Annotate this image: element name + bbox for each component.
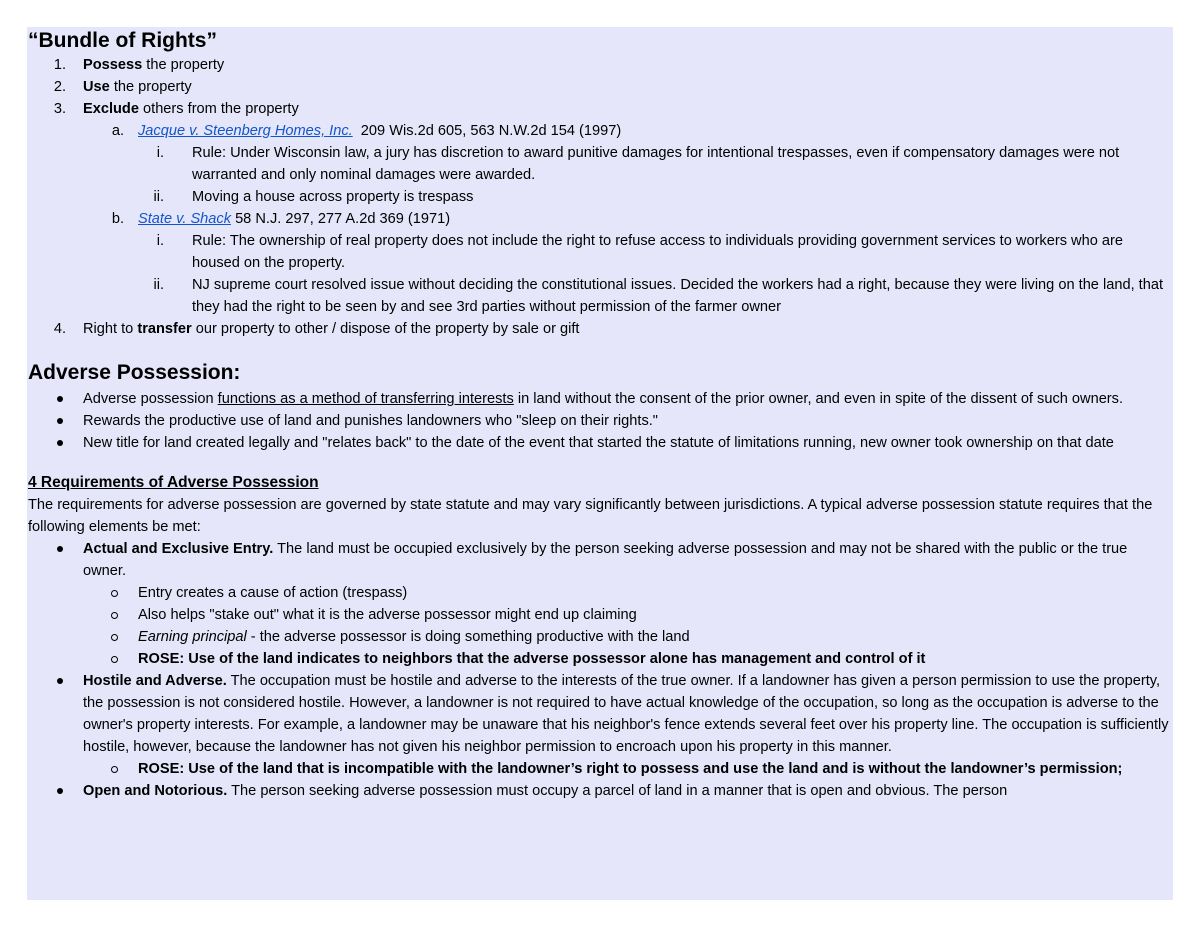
sub-bullet-text: Entry creates a cause of action (trespass) xyxy=(138,585,408,601)
list-number: 1. xyxy=(53,57,66,73)
case-citation: 209 Wis.2d 605, 563 N.W.2d 154 (1997) xyxy=(352,123,622,139)
list-roman: i. xyxy=(156,233,164,249)
rose-rule: ROSE: Use of the land that is incompatible with the landowner’s right to possess and use the land and is without the landowner’s permission; xyxy=(138,761,1123,777)
bullet-icon xyxy=(57,440,63,446)
bullet-icon xyxy=(57,678,63,684)
case-point-text: NJ supreme court resolved issue without deciding the constitutional issues. Decided the workers had a right, because they were living on the land, that they had the right to be seen by and see 3rd parties without permission of the farmer owner xyxy=(192,277,1164,315)
bullet-underline: functions as a method of transferring interests xyxy=(217,391,514,407)
bundle-title: “Bundle of Rights” xyxy=(28,29,217,52)
case-point-text: Moving a house across property is trespass xyxy=(192,189,474,205)
bullet-item xyxy=(28,432,1169,454)
bullet-item xyxy=(28,388,1169,410)
list-letter: a. xyxy=(111,123,124,139)
bullet-text: Rewards the productive use of land and punishes landowners who "sleep on their rights." xyxy=(83,413,658,429)
requirement-name: Hostile and Adverse. xyxy=(83,673,227,689)
list-roman: ii. xyxy=(153,189,164,205)
requirement-text: The land must be occupied exclusively by the person seeking adverse possession and may not be shared with the public or the true owner. xyxy=(83,541,1128,579)
case-point-text: Rule: Under Wisconsin law, a jury has discretion to award punitive damages for intentional trespasses, even if compensatory damages were not warranted and only nominal damages were awarded. xyxy=(192,145,1120,183)
sub-bullet-text: - the adverse possessor is doing something productive with the land xyxy=(246,629,690,645)
case-point xyxy=(28,142,1169,186)
sub-bullet-icon xyxy=(111,656,118,663)
list-roman: i. xyxy=(156,145,164,161)
requirement-text: The occupation must be hostile and adverse to the interests of the true owner. If a landowner has given a person permission to use the property, the possession is not considered hostile. However, a landowner is not required to have actual knowledge of the occupation, so long as the occupation is adverse to the owner's property interests. For example, a landowner may be unaware that his neighbor's fence extends several feet over his property line. The occupation is sufficiently hostile, however, because the landowner has not given his neighbor permission to encroach upon his property in this manner. xyxy=(83,673,1169,755)
list-number: 2. xyxy=(53,79,66,95)
sub-bullet xyxy=(28,758,1169,780)
bullet-icon xyxy=(57,546,63,552)
requirement-item xyxy=(28,670,1169,758)
case-link-shack[interactable]: State v. Shack xyxy=(138,211,232,227)
list-item xyxy=(28,318,1169,340)
bullet-text: New title for land created legally and "relates back" to the date of the event that started the statute of limitations running, new owner took ownership on that date xyxy=(83,435,1114,451)
bullet-icon xyxy=(57,788,63,794)
sub-bullet-icon xyxy=(111,634,118,641)
case-point-text: Rule: The ownership of real property does not include the right to refuse access to individuals providing government services to workers who are housed on the property. xyxy=(192,233,1123,271)
document-page xyxy=(27,27,1173,900)
list-number: 4. xyxy=(53,321,66,337)
requirement-item xyxy=(28,780,1169,802)
document-content xyxy=(28,28,1169,802)
sub-bullet xyxy=(28,604,1169,626)
requirements-intro: The requirements for adverse possession are governed by state statute and may vary significantly between jurisdictions. A typical adverse possession statute requires that the following elements be met: xyxy=(28,497,1153,535)
case-point xyxy=(28,186,1169,208)
right-name: transfer xyxy=(137,321,192,337)
list-letter: b. xyxy=(111,211,124,227)
rose-rule: ROSE: Use of the land indicates to neighbors that the adverse possessor alone has management and control of it xyxy=(138,651,926,667)
list-item xyxy=(28,54,1169,76)
sub-bullet-icon xyxy=(111,612,118,619)
case-item xyxy=(28,208,1169,230)
list-item xyxy=(28,76,1169,98)
right-text: others from the property xyxy=(138,101,299,117)
bullet-icon xyxy=(57,418,63,424)
bullet-item xyxy=(28,410,1169,432)
list-number: 3. xyxy=(53,101,66,117)
sub-bullet-icon xyxy=(111,766,118,773)
right-prefix: Right to xyxy=(83,321,138,337)
case-point xyxy=(28,230,1169,274)
bullet-icon xyxy=(57,396,63,402)
sub-bullet-text: Also helps "stake out" what it is the adverse possessor might end up claiming xyxy=(138,607,637,623)
right-name: Possess xyxy=(83,57,143,73)
sub-bullet xyxy=(28,626,1169,648)
requirement-name: Open and Notorious. xyxy=(83,783,228,799)
right-name: Use xyxy=(83,79,110,95)
requirement-name: Actual and Exclusive Entry. xyxy=(83,541,274,557)
list-item xyxy=(28,98,1169,120)
earning-principal: Earning principal xyxy=(138,629,247,645)
requirement-item xyxy=(28,538,1169,582)
requirements-heading: 4 Requirements of Adverse Possession xyxy=(28,474,319,491)
case-item xyxy=(28,120,1169,142)
sub-bullet-icon xyxy=(111,590,118,597)
right-text: the property xyxy=(109,79,192,95)
case-link-jacque[interactable]: Jacque v. Steenberg Homes, Inc. xyxy=(138,123,353,139)
requirement-text: The person seeking adverse possession must occupy a parcel of land in a manner that is open and obvious. The person xyxy=(227,783,1008,799)
sub-bullet xyxy=(28,582,1169,604)
sub-bullet xyxy=(28,648,1169,670)
adverse-title: Adverse Possession: xyxy=(28,361,241,384)
right-name: Exclude xyxy=(83,101,139,117)
bullet-text: in land without the consent of the prior owner, and even in spite of the dissent of such owners. xyxy=(513,391,1124,407)
bullet-prefix: Adverse possession xyxy=(83,391,218,407)
list-roman: ii. xyxy=(153,277,164,293)
case-point xyxy=(28,274,1169,318)
right-text: the property xyxy=(142,57,225,73)
right-text: our property to other / dispose of the property by sale or gift xyxy=(191,321,580,337)
case-citation: 58 N.J. 297, 277 A.2d 369 (1971) xyxy=(231,211,451,227)
